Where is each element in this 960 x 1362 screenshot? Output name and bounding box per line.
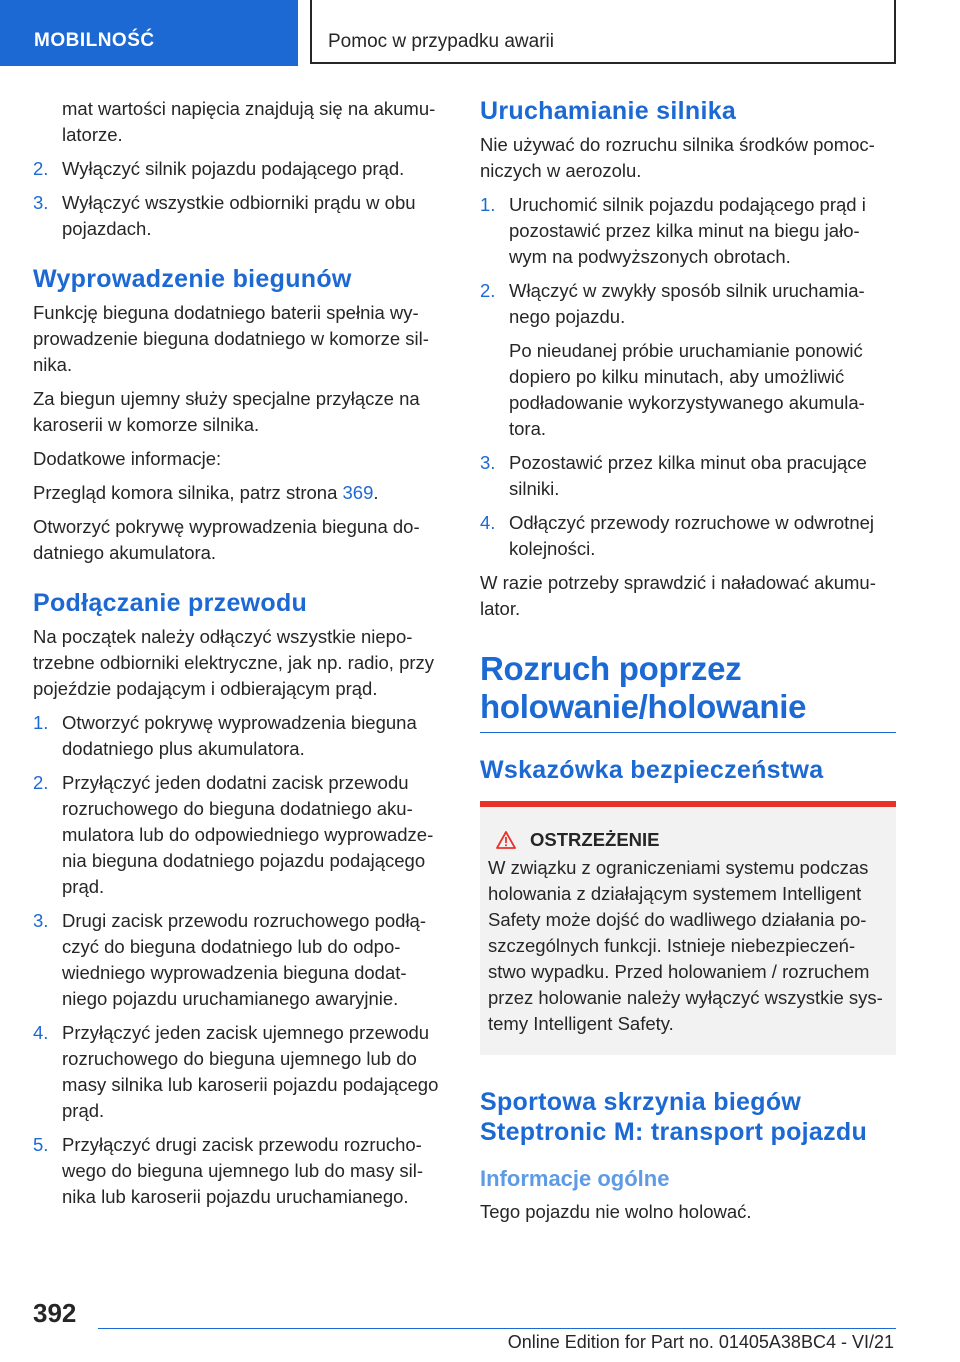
warning-text: W związku z ograniczeniami systemu podczas holowania z działającym systemem Intelligent Safety może dojść do wadliwego działania po-szczególnych funkcji. Istnieje niebezpieczeń-stwo wypadku. Przed holowaniem / rozruchem przez holowanie należy wyłączyć wszystkie sys-temy Intelligent Safety. (488, 857, 883, 1034)
list-item (33, 156, 449, 182)
list-item (33, 190, 449, 242)
list-item (480, 450, 896, 502)
list-item (33, 770, 449, 900)
list-item (33, 908, 449, 1012)
heading-start-engine: Uruchamianie silnika (480, 97, 737, 125)
list-item-text: Przyłączyć drugi zacisk przewodu rozrucho-wego do bieguna ujemnego lub do masy sil-nika lub karoserii pojazdu uruchamianego. (62, 1134, 423, 1207)
list-item (33, 710, 449, 762)
list-start (480, 192, 896, 562)
list-item-note: Po nieudanej próbie uruchamianie ponowić dopiero po kilku minutach, aby umożliwić podładowanie wykorzystywanego akumula-tora. (509, 340, 865, 439)
list-item-number: 2. (33, 772, 49, 793)
footer-divider (98, 1328, 896, 1329)
list-continued (33, 96, 449, 242)
list-item-text: Otworzyć pokrywę wyprowadzenia bieguna dodatniego plus akumulatora. (62, 712, 417, 759)
paragraph: Funkcję bieguna dodatniego baterii spełnia wy-prowadzenie bieguna dodatniego w komorze sil-nika. (33, 302, 429, 375)
page-link[interactable]: 369 (342, 482, 374, 503)
paragraph: W razie potrzeby sprawdzić i naładować akumu-lator. (480, 572, 876, 619)
list-item (33, 1132, 449, 1210)
page-number: 392 (33, 1298, 77, 1328)
paragraph: Na początek należy odłączyć wszystkie niepo-trzebne odbiorniki elektryczne, jak np. radio, przy pojeździe podającym i odbierającym prąd. (33, 626, 435, 699)
list-item-text: Odłączyć przewody rozruchowe w odwrotnej kolejności. (509, 512, 875, 559)
list-item-text: Uruchomić silnik pojazdu podającego prąd i pozostawić przez kilka minut na biegu jało-wym na podwyższonych obrotach. (509, 194, 866, 267)
list-item (33, 96, 449, 148)
list-item-number: 4. (33, 1022, 49, 1043)
list-item-number: 3. (33, 910, 49, 931)
paragraph: Nie używać do rozruchu silnika środków pomoc-niczych w aerozolu. (480, 134, 875, 181)
reference-end: . (373, 482, 379, 503)
list-item-text: Przyłączyć jeden zacisk ujemnego przewodu rozruchowego do bieguna ujemnego lub do masy silnika lub karoserii pojazdu podającego prąd. (62, 1022, 439, 1121)
section-tab: MOBILNOŚĆ (0, 0, 298, 66)
list-item-number: 2. (480, 280, 496, 301)
list-item-number: 2. (33, 158, 49, 179)
chapter-heading: Rozruch poprzez holowanie/holowanie (480, 650, 807, 725)
list-item-text: Wyłączyć wszystkie odbiorniki prądu w obu pojazdach. (62, 192, 416, 239)
list-connect (33, 710, 449, 1210)
list-item-text: Drugi zacisk przewodu rozruchowego podłą-czyć do bieguna dodatniego lub do odpo-wiedniego wyprowadzenia bieguna dodat-niego pojazdu uruchamianego awaryjnie. (62, 910, 427, 1009)
chapter-title: Pomoc w przypadku awarii (310, 0, 896, 64)
list-item-number: 4. (480, 512, 496, 533)
list-item-number: 3. (33, 192, 49, 213)
list-item-text: Włączyć w zwykły sposób silnik uruchamia-nego pojazdu. (509, 280, 865, 327)
left-column (33, 96, 449, 1218)
list-item-number: 5. (33, 1134, 49, 1155)
warning-title (488, 827, 888, 853)
heading-gearbox: Sportowa skrzynia biegów Steptronic M: transport pojazdu (480, 1088, 868, 1146)
list-item-text: Wyłączyć silnik pojazdu podającego prąd. (62, 158, 405, 179)
list-item (480, 192, 896, 270)
list-item-text: Pozostawić przez kilka minut oba pracujące silniki. (509, 452, 867, 499)
edition-note: Online Edition for Part no. 01405A38BC4 - VI/21 (507, 1332, 894, 1352)
warning-title-text: OSTRZEŻENIE (530, 829, 660, 850)
heading-divider (480, 732, 896, 733)
paragraph: Dodatkowe informacje: (33, 448, 222, 469)
right-column (480, 96, 896, 1233)
list-item (33, 1020, 449, 1124)
heading-poles: Wyprowadzenie biegunów (33, 265, 352, 293)
list-item (480, 278, 896, 442)
heading-general: Informacje ogólne (480, 1166, 670, 1191)
list-item-number: 1. (480, 194, 496, 215)
warning-triangle-icon (496, 831, 516, 849)
list-item-text: Przyłączyć jeden dodatni zacisk przewodu rozruchowego do bieguna dodatniego aku-mulatora lub do odpowiedniego wyprowadze-nia bieguna dodatniego pojazdu podającego prąd. (62, 772, 434, 897)
heading-connect: Podłączanie przewodu (33, 589, 308, 617)
heading-safety: Wskazówka bezpieczeństwa (480, 756, 824, 784)
warning-box (480, 801, 896, 1055)
list-item (480, 510, 896, 562)
reference-text: Przegląd komora silnika, patrz strona (33, 482, 343, 503)
page-header (0, 0, 960, 66)
paragraph: Za biegun ujemny służy specjalne przyłącze na karoserii w komorze silnika. (33, 388, 420, 435)
list-item-number: 3. (480, 452, 496, 473)
list-item-number: 1. (33, 712, 49, 733)
paragraph: Tego pojazdu nie wolno holować. (480, 1201, 752, 1222)
list-item-text: mat wartości napięcia znajdują się na akumu-latorze. (62, 98, 436, 145)
paragraph: Otworzyć pokrywę wyprowadzenia bieguna do-datniego akumulatora. (33, 516, 420, 563)
paragraph-reference (33, 480, 449, 506)
